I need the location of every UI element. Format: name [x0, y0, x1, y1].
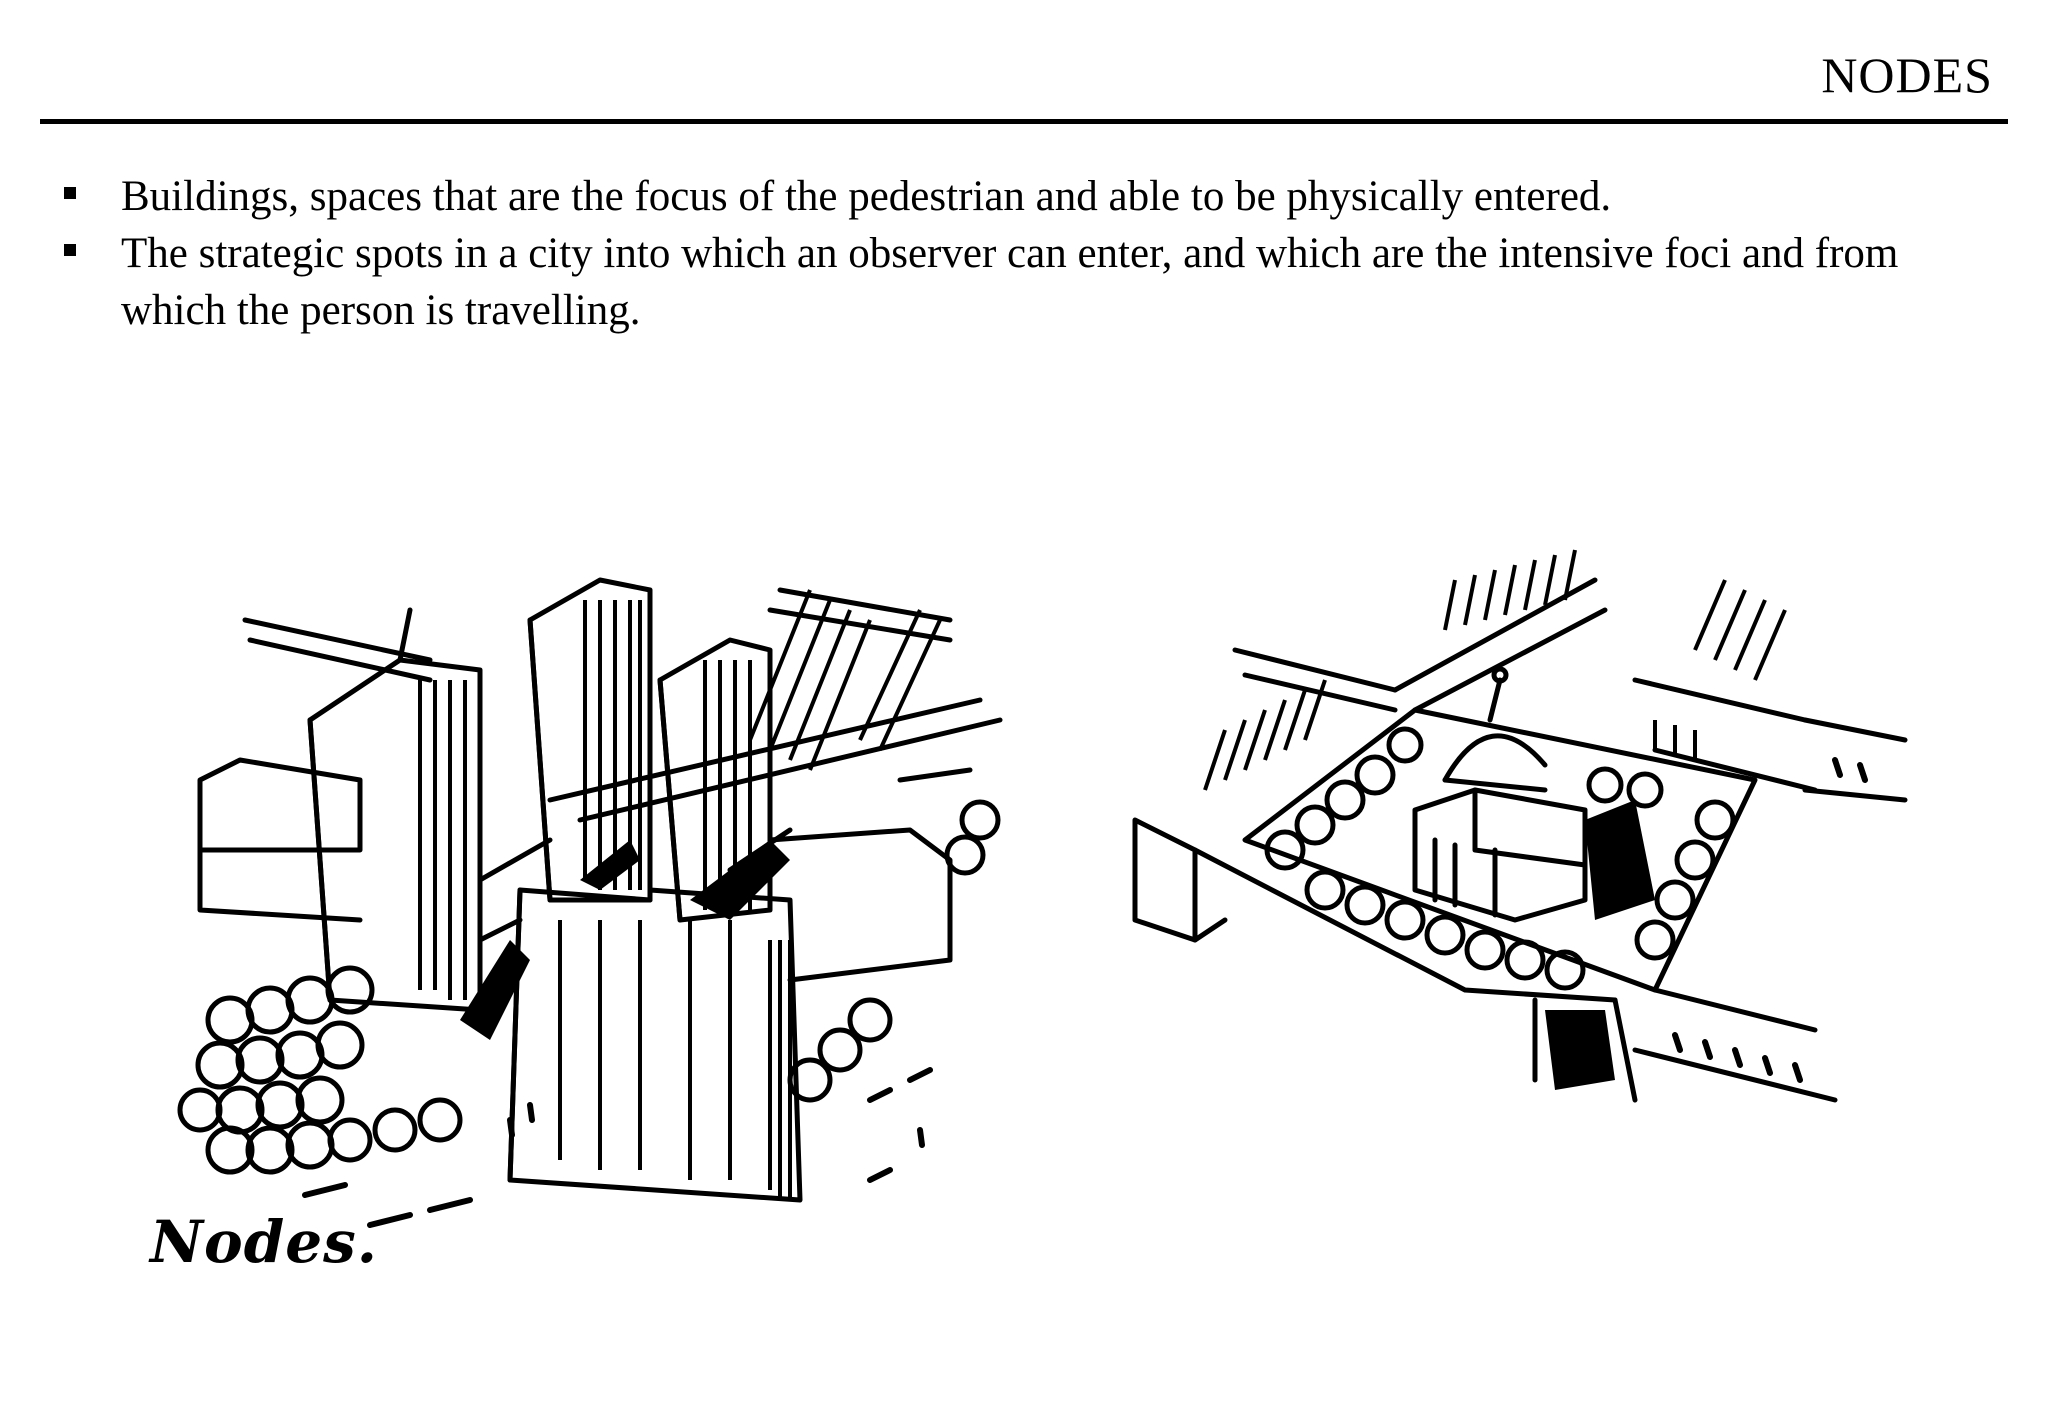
bullet-item	[60, 168, 1960, 225]
slide-title: NODES	[1821, 47, 1993, 103]
bullet-list	[60, 168, 1960, 339]
square-bullet-icon	[64, 187, 76, 199]
node-towers-sketch	[130, 520, 1030, 1240]
bullet-item	[60, 225, 1960, 339]
square-bullet-icon	[64, 244, 76, 256]
bullet-text: Buildings, spaces that are the focus of the pedestrian and able to be physically entered.	[121, 173, 1612, 220]
node-square-sketch	[1115, 520, 1915, 1140]
figure-caption: Nodes.	[150, 1208, 379, 1276]
title-divider	[40, 119, 2008, 124]
bullet-text: The strategic spots in a city into which an observer can enter, and which are the intensive foci and from which the person is travelling.	[121, 230, 1899, 334]
